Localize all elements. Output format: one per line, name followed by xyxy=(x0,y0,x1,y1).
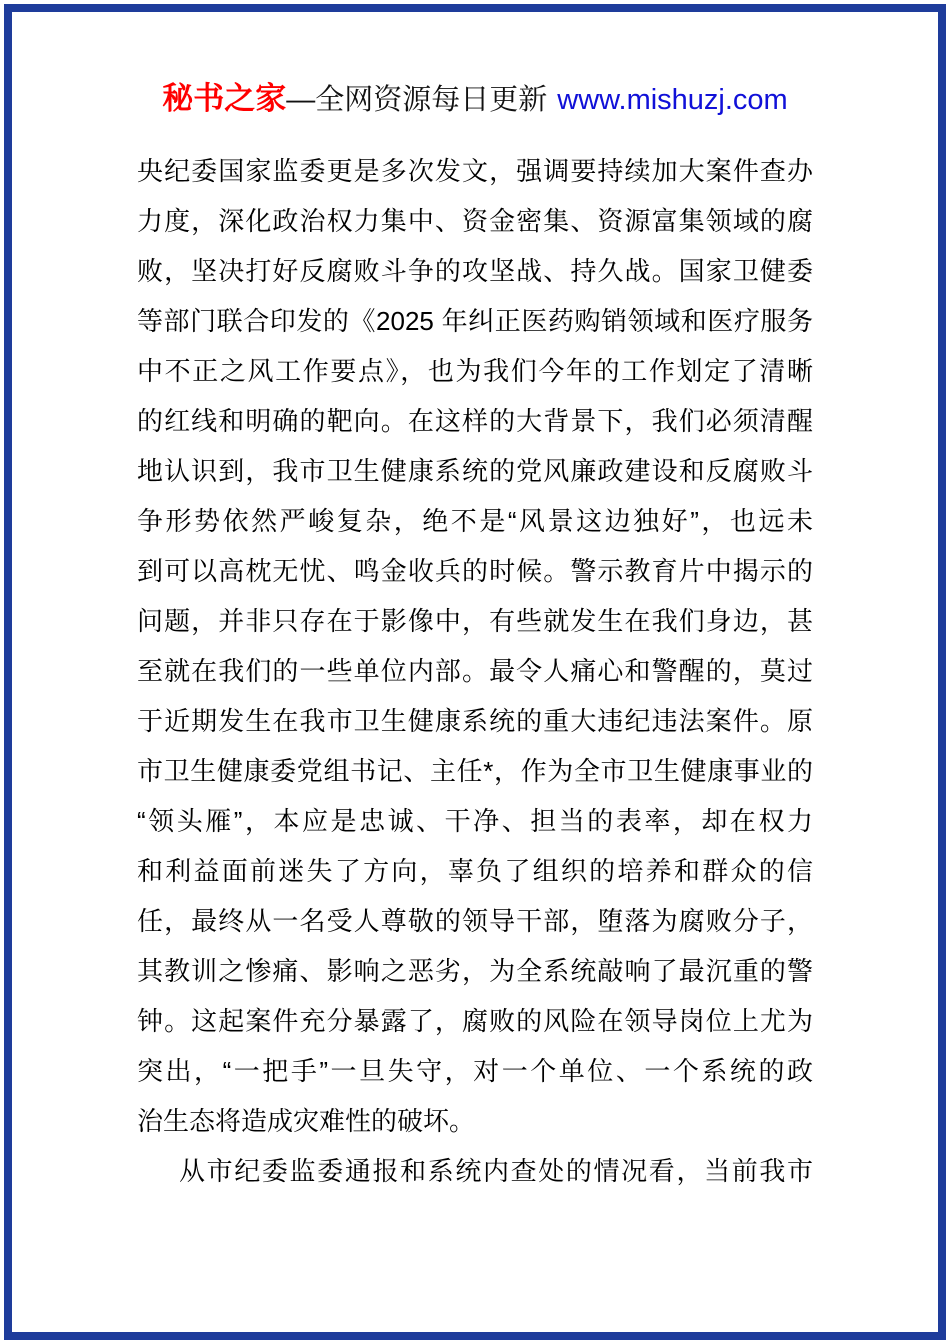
text-line: “领头雁”，本应是忠诚、干净、担当的表率，却在权力 xyxy=(137,806,813,836)
text-line: 败，坚决打好反腐败斗争的攻坚战、持久战。国家卫健委 xyxy=(137,256,813,286)
text-line: 从市纪委监委通报和系统内查处的情况看，当前我市 xyxy=(179,1156,813,1186)
text-line: 和利益面前迷失了方向，辜负了组织的培养和群众的信 xyxy=(137,856,813,886)
text-line: 至就在我们的一些单位内部。最令人痛心和警醒的，莫过 xyxy=(137,656,813,686)
site-url-link[interactable]: www.mishuzj.com xyxy=(557,84,788,116)
site-header xyxy=(0,80,950,119)
text-line: 市卫生健康委党组书记、主任*，作为全市卫生健康事业的 xyxy=(137,756,813,786)
text-line: 其教训之惨痛、影响之恶劣，为全系统敲响了最沉重的警 xyxy=(137,956,813,986)
text-line: 力度，深化政治权力集中、资金密集、资源富集领域的腐 xyxy=(137,206,813,236)
document-body xyxy=(137,146,813,1196)
site-name: 秘书之家 xyxy=(162,81,287,116)
text-line: 争形势依然严峻复杂，绝不是“风景这边独好”，也远未 xyxy=(137,506,813,536)
text-line: 钟。这起案件充分暴露了，腐败的风险在领导岗位上尤为 xyxy=(137,1006,813,1036)
text-line: 地认识到，我市卫生健康系统的党风廉政建设和反腐败斗 xyxy=(137,456,813,486)
text-line: 任，最终从一名受人尊敬的领导干部，堕落为腐败分子， xyxy=(137,906,813,936)
text-line: 等部门联合印发的《2025 年纠正医药购销领域和医疗服务 xyxy=(137,306,813,336)
site-tagline: —全网资源每日更新 xyxy=(286,84,548,116)
text-line: 中不正之风工作要点》，也为我们今年的工作划定了清晰 xyxy=(137,356,813,386)
text-line: 问题，并非只存在于影像中，有些就发生在我们身边，甚 xyxy=(137,606,813,636)
text-line: 治生态将造成灾难性的破坏。 xyxy=(137,1106,476,1136)
text-line: 央纪委国家监委更是多次发文，强调要持续加大案件查办 xyxy=(137,156,813,186)
text-line: 突出，“一把手”一旦失守，对一个单位、一个系统的政 xyxy=(137,1056,813,1086)
text-line: 到可以高枕无忧、鸣金收兵的时候。警示教育片中揭示的 xyxy=(137,556,813,586)
text-line: 的红线和明确的靶向。在这样的大背景下，我们必须清醒 xyxy=(137,406,813,436)
text-line: 于近期发生在我市卫生健康系统的重大违纪违法案件。原 xyxy=(137,706,813,736)
